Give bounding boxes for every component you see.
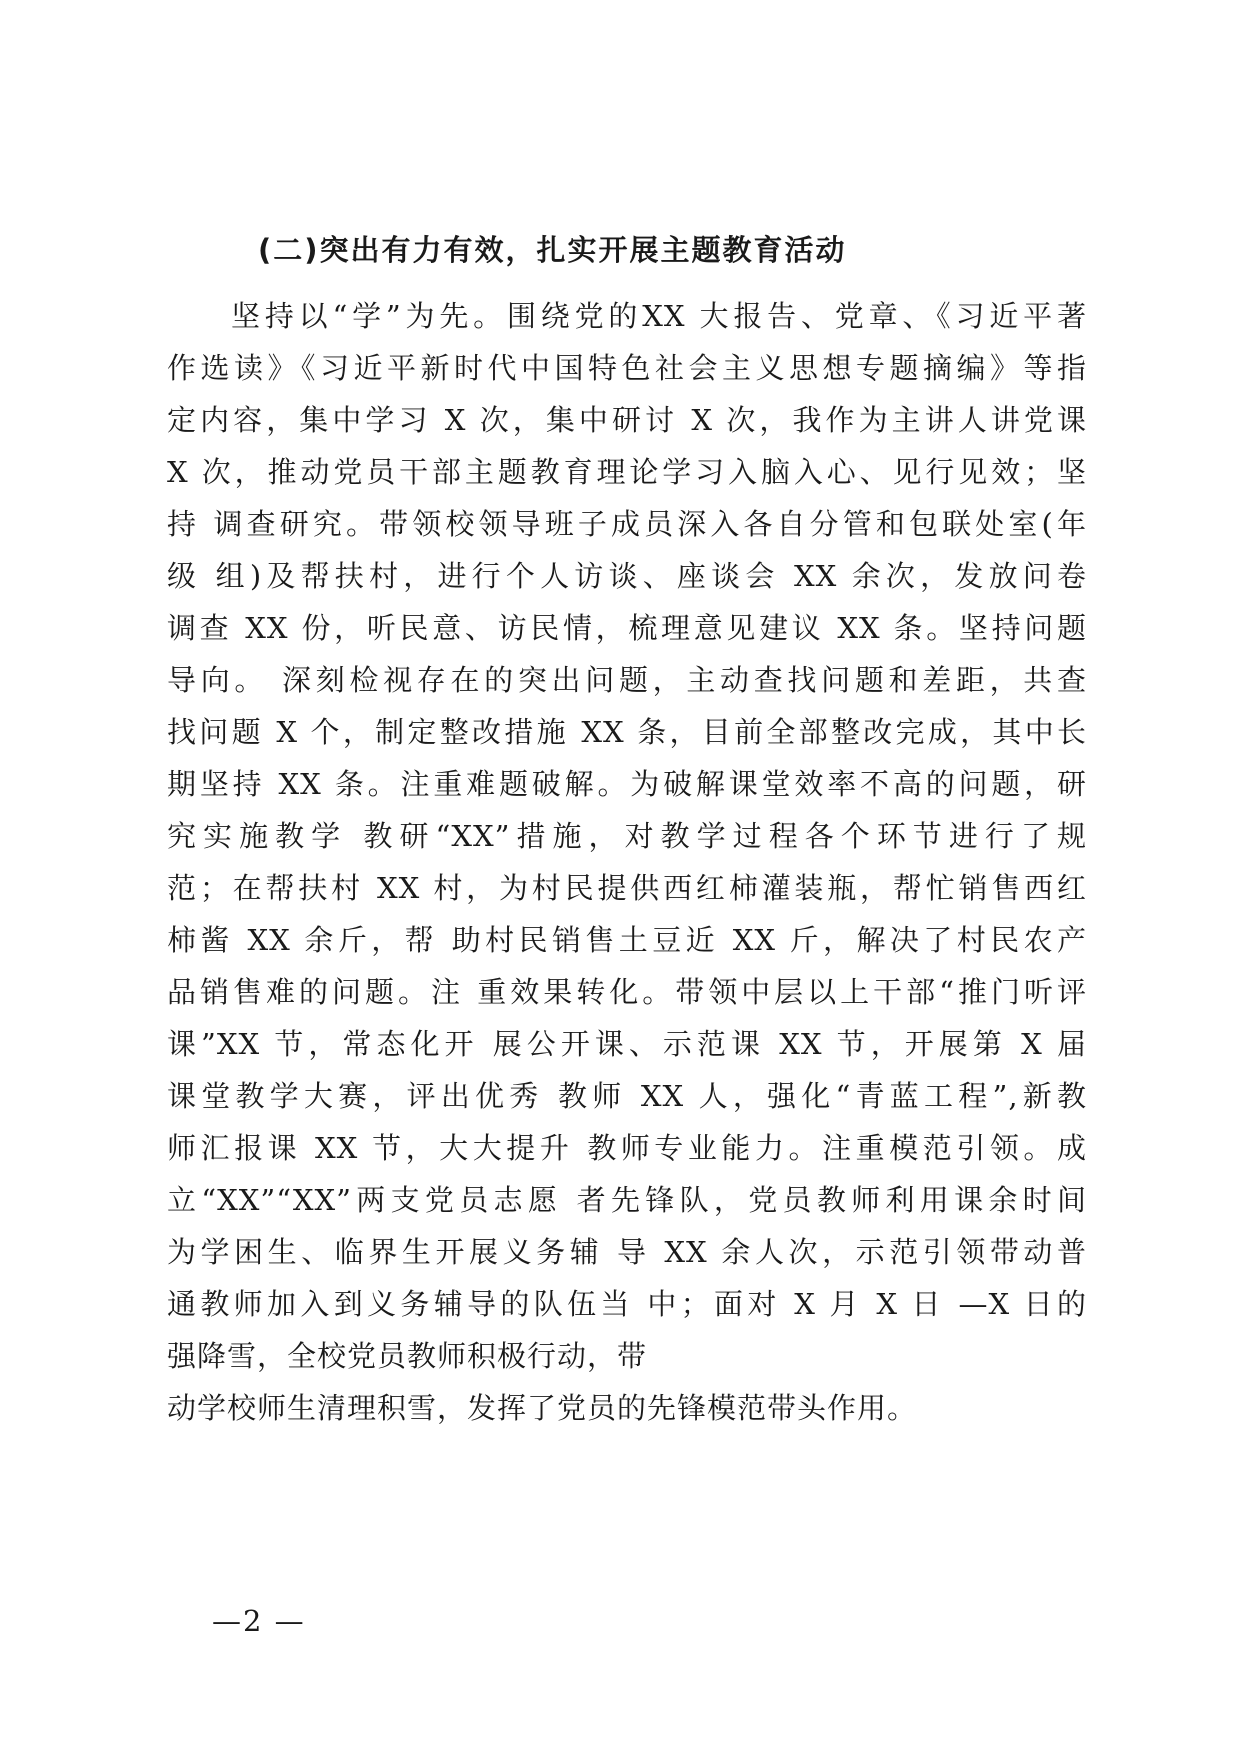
paragraph-line: 立“XX”“XX”两支党员志愿 者先锋队，党员教师利用课余时间 bbox=[167, 1183, 1087, 1217]
paragraph-line: 调查 XX 份，听民意、访民情，梳理意见建议 XX 条。坚持问题 bbox=[167, 611, 1087, 645]
page-number: —2 — bbox=[212, 1604, 306, 1638]
section-heading: (二)突出有力有效，扎实开展主题教育活动 bbox=[258, 233, 847, 267]
body-paragraph bbox=[167, 290, 1087, 1434]
paragraph-line: 导向。 深刻检视存在的突出问题，主动查找问题和差距，共查 bbox=[167, 663, 1087, 697]
paragraph-line: 期坚持 XX 条。注重难题破解。为破解课堂效率不高的问题，研 bbox=[167, 767, 1087, 801]
paragraph-line: 品销售难的问题。注 重效果转化。带领中层以上干部“推门听评 bbox=[167, 975, 1087, 1009]
paragraph-line: 课堂教学大赛，评出优秀 教师 XX 人，强化“青蓝工程”,新教 bbox=[167, 1079, 1087, 1113]
paragraph-line: 柿酱 XX 余斤，帮 助村民销售土豆近 XX 斤，解决了村民农产 bbox=[167, 923, 1087, 957]
paragraph-line: 找问题 X 个，制定整改措施 XX 条，目前全部整改完成，其中长 bbox=[167, 715, 1087, 749]
paragraph-line: 通教师加入到义务辅导的队伍当 中；面对 X 月 X 日 —X 日的 bbox=[167, 1287, 1087, 1321]
paragraph-line: 究实施教学 教研“XX”措施，对教学过程各个环节进行了规 bbox=[167, 819, 1087, 853]
paragraph-line: 动学校师生清理积雪，发挥了党员的先锋模范带头作用。 bbox=[167, 1391, 918, 1425]
paragraph-line: 作选读》《习近平新时代中国特色社会主义思想专题摘编》等指 bbox=[167, 351, 1087, 385]
paragraph-line: 师汇报课 XX 节，大大提升 教师专业能力。注重模范引领。成 bbox=[167, 1131, 1087, 1165]
paragraph-line: 坚持以“学”为先。围绕党的XX 大报告、党章、《习近平著 bbox=[231, 299, 1087, 333]
paragraph-line: 持 调查研究。带领校领导班子成员深入各自分管和包联处室(年 bbox=[167, 507, 1087, 541]
paragraph-line: X 次，推动党员干部主题教育理论学习入脑入心、见行见效；坚 bbox=[167, 455, 1087, 489]
paragraph-line: 级 组)及帮扶村，进行个人访谈、座谈会 XX 余次，发放问卷 bbox=[167, 559, 1087, 593]
paragraph-line: 强降雪，全校党员教师积极行动，带 bbox=[167, 1339, 648, 1373]
paragraph-line: 为学困生、临界生开展义务辅 导 XX 余人次，示范引领带动普 bbox=[167, 1235, 1087, 1269]
paragraph-line: 课”XX 节，常态化开 展公开课、示范课 XX 节，开展第 X 届 bbox=[167, 1027, 1087, 1061]
paragraph-line: 定内容，集中学习 X 次，集中研讨 X 次，我作为主讲人讲党课 bbox=[167, 403, 1087, 437]
paragraph-line: 范；在帮扶村 XX 村，为村民提供西红柿灌装瓶，帮忙销售西红 bbox=[167, 871, 1087, 905]
